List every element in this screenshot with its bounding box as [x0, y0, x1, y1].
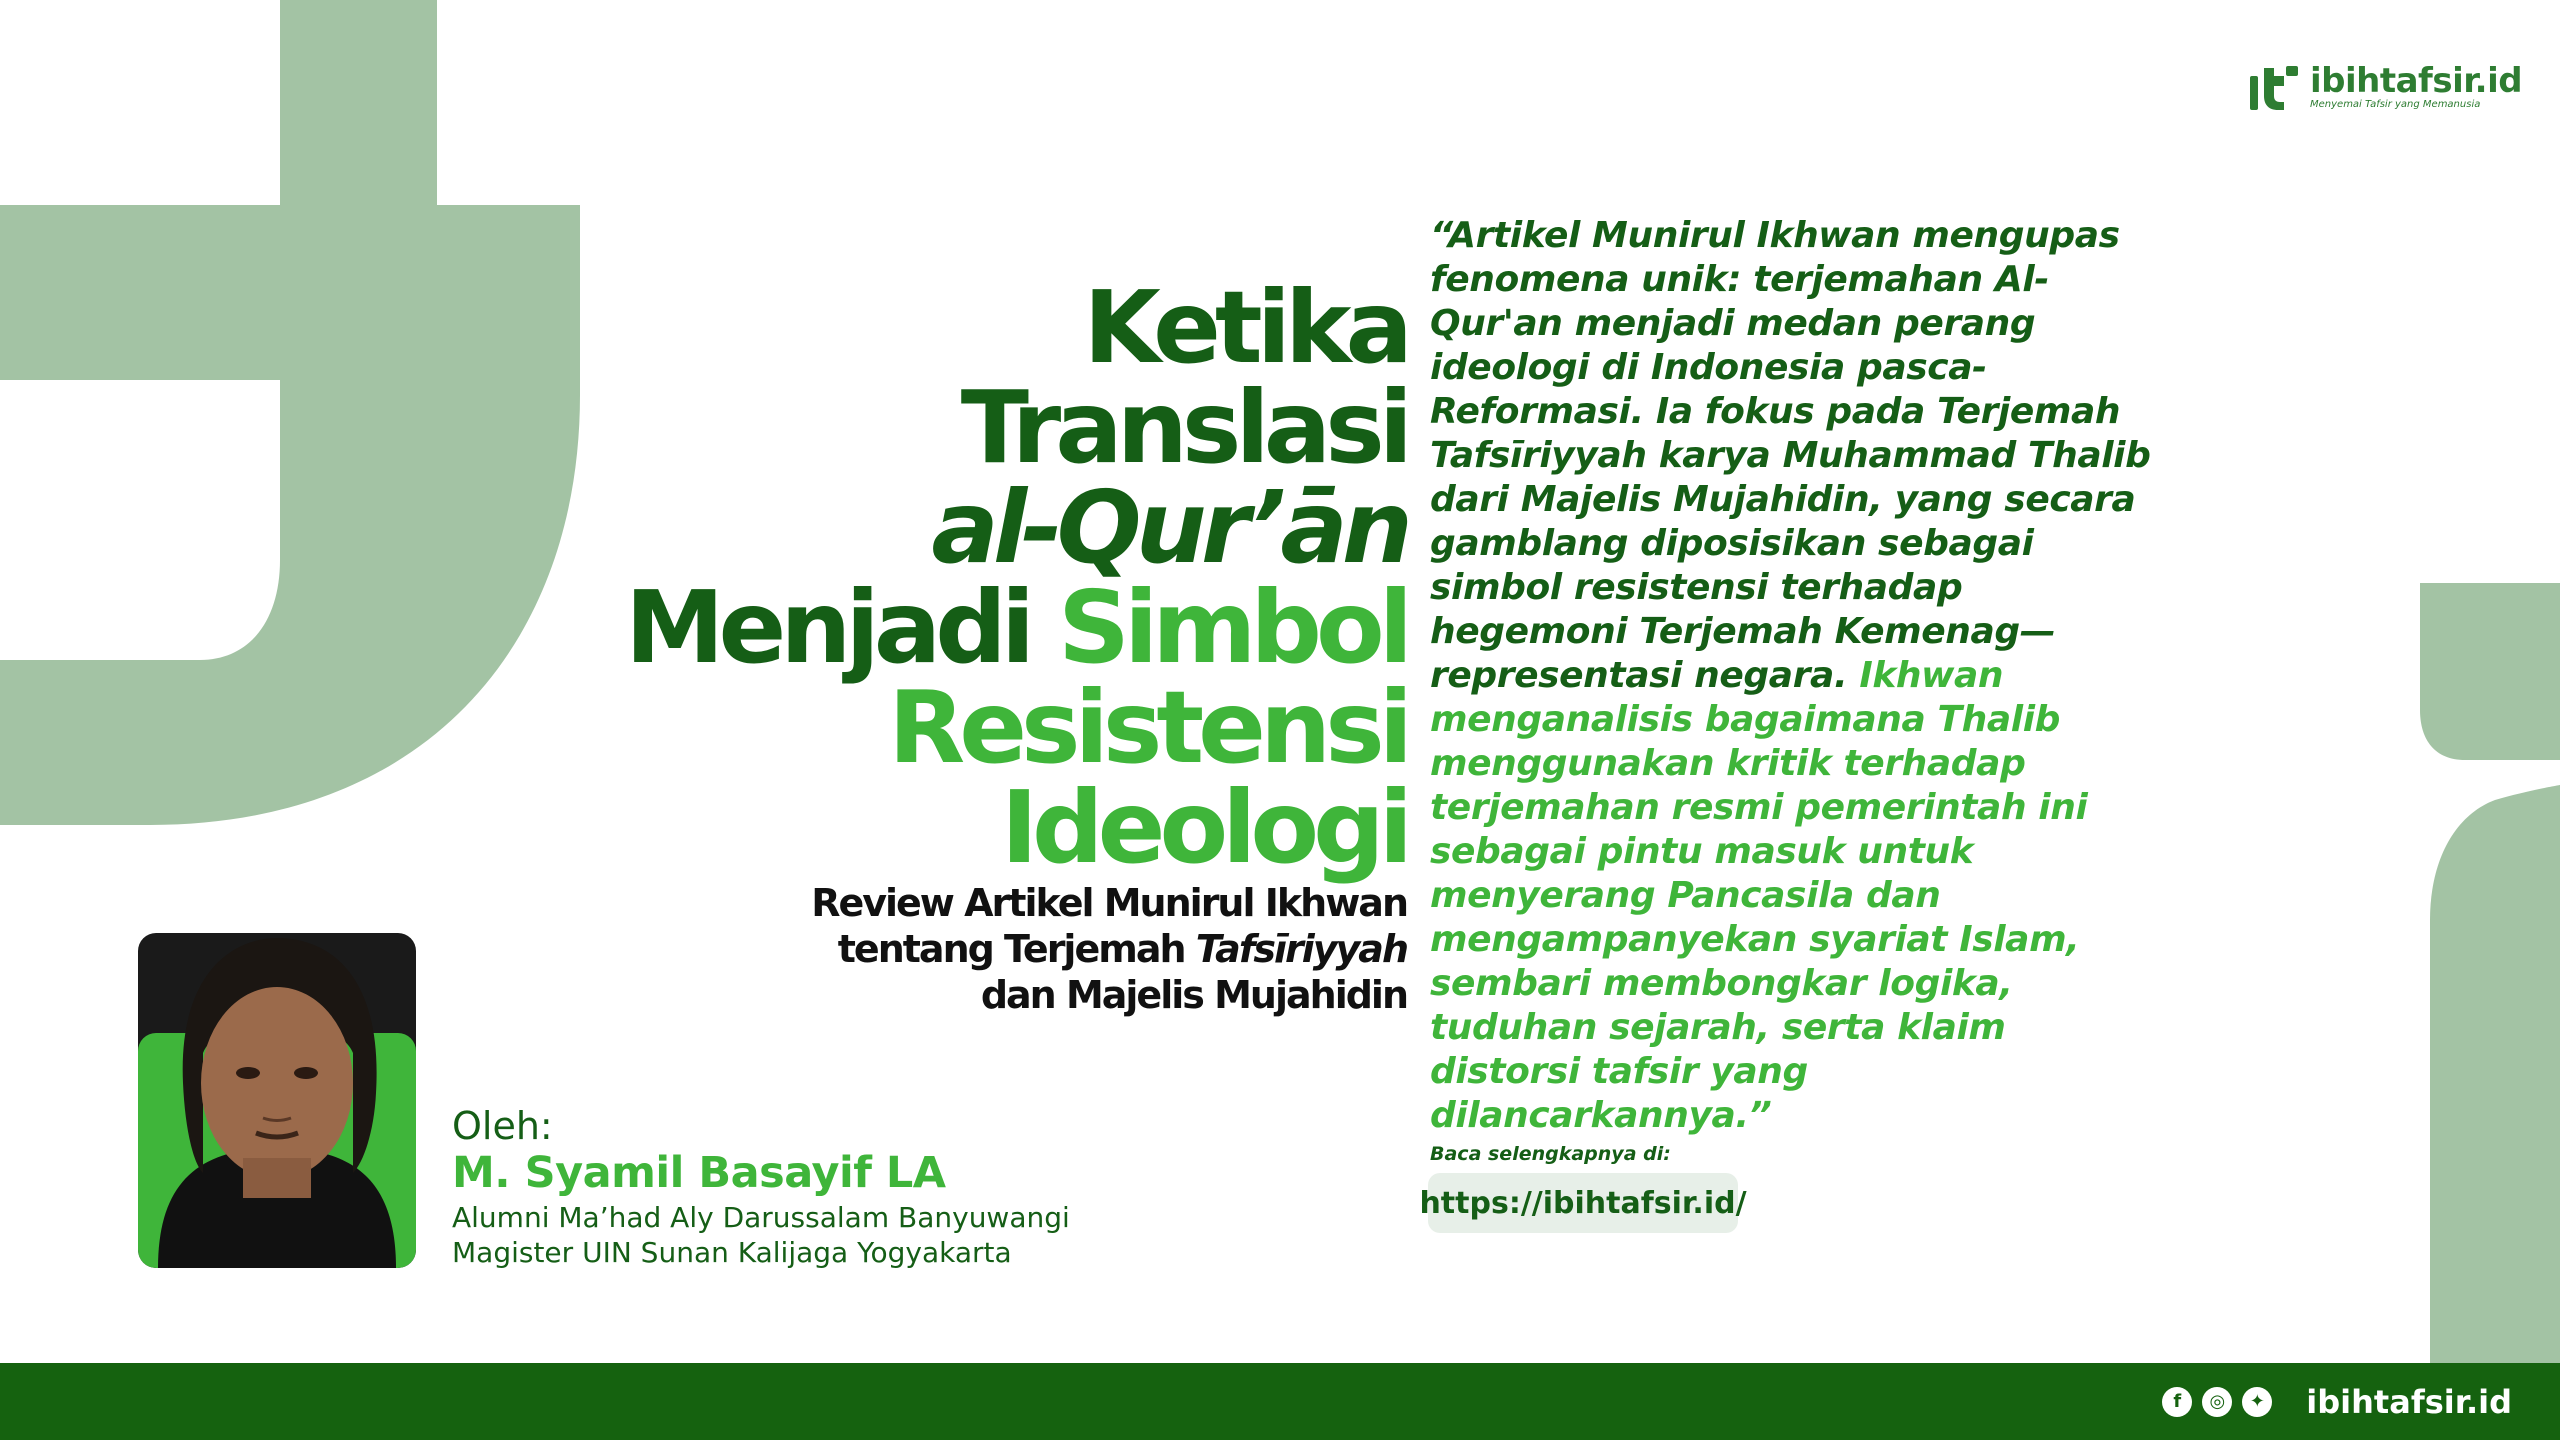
quote-part-1: “Artikel Munirul Ikhwan mengupas fenomena unik: terjemahan Al-Qur'an menjadi medan perang ideologi di Indonesia pasca-Reformasi. Ia fokus pada Terjemah Tafsīriyyah karya Muhammad Thalib dari Majelis Mujahidin, yang secara gamblang diposisikan sebagai simbol resistensi terhadap hegemoni Terjemah Kemenag—representasi negara.: [1430, 215, 2151, 696]
quote-part-2: Ikhwan menganalisis bagaimana Thalib menggunakan kritik terhadap terjemahan resmi pemerintah ini sebagai pintu masuk untuk menyerang Pancasila dan mengampanyekan syariat Islam, sembari membongkar logika, tuduhan sejarah, serta klaim distorsi tafsir yang dilancarkannya.”: [1430, 655, 2088, 1136]
social-links: [2162, 1363, 2512, 1440]
article-quote: [1430, 214, 2160, 1138]
main-title: [624, 269, 1407, 886]
title-line-1: Ketika: [1083, 269, 1407, 386]
author-by-label: Oleh:: [452, 1104, 553, 1148]
instagram-icon[interactable]: ◎: [2202, 1387, 2232, 1417]
brand-logo[interactable]: [2248, 62, 2522, 112]
logo-mark-icon: [2248, 62, 2300, 112]
read-more-link[interactable]: https://ibihtafsir.id/: [1428, 1173, 1738, 1233]
author-name: M. Syamil Basayif LA: [452, 1148, 946, 1198]
title-line-5: Resistensi: [888, 669, 1407, 786]
footer-bar: [0, 1363, 2560, 1440]
logo-name: ibihtafsir.id: [2310, 61, 2523, 101]
subtitle-line-2b: Tafsīriyyah: [1195, 927, 1407, 971]
author-portrait-icon: [138, 933, 416, 1268]
subtitle-line-2: [811, 926, 1407, 972]
title-line-3: al-Qur’ān: [931, 469, 1407, 586]
title-word-simbol: Simbol: [1057, 569, 1407, 686]
subtitle-line-1: Review Artikel Munirul Ikhwan: [811, 881, 1407, 925]
twitter-icon[interactable]: ✦: [2242, 1387, 2272, 1417]
author-photo: [138, 933, 416, 1268]
logo-tagline: Menyemai Tafsir yang Memanusia: [2310, 99, 2481, 110]
subtitle-line-2a: tentang Terjemah: [837, 927, 1185, 971]
decorative-t-shape-left: [0, 0, 600, 830]
title-line-2: Translasi: [960, 369, 1407, 486]
title-line-6: Ideologi: [1000, 769, 1407, 886]
read-more-label: Baca selengkapnya di:: [1430, 1143, 1671, 1165]
author-affiliation: [452, 1200, 1070, 1270]
author-affiliation-2: Magister UIN Sunan Kalijaga Yogyakarta: [452, 1236, 1012, 1269]
subtitle: [811, 880, 1407, 1018]
title-line-4: [624, 569, 1407, 686]
title-word-menjadi: Menjadi: [624, 569, 1030, 686]
author-affiliation-1: Alumni Ma’had Aly Darussalam Banyuwangi: [452, 1201, 1070, 1234]
footer-site[interactable]: ibihtafsir.id: [2306, 1382, 2512, 1421]
facebook-icon[interactable]: f: [2162, 1387, 2192, 1417]
subtitle-line-3: dan Majelis Mujahidin: [980, 973, 1407, 1017]
decorative-i-shape-right: [2360, 0, 2560, 1440]
